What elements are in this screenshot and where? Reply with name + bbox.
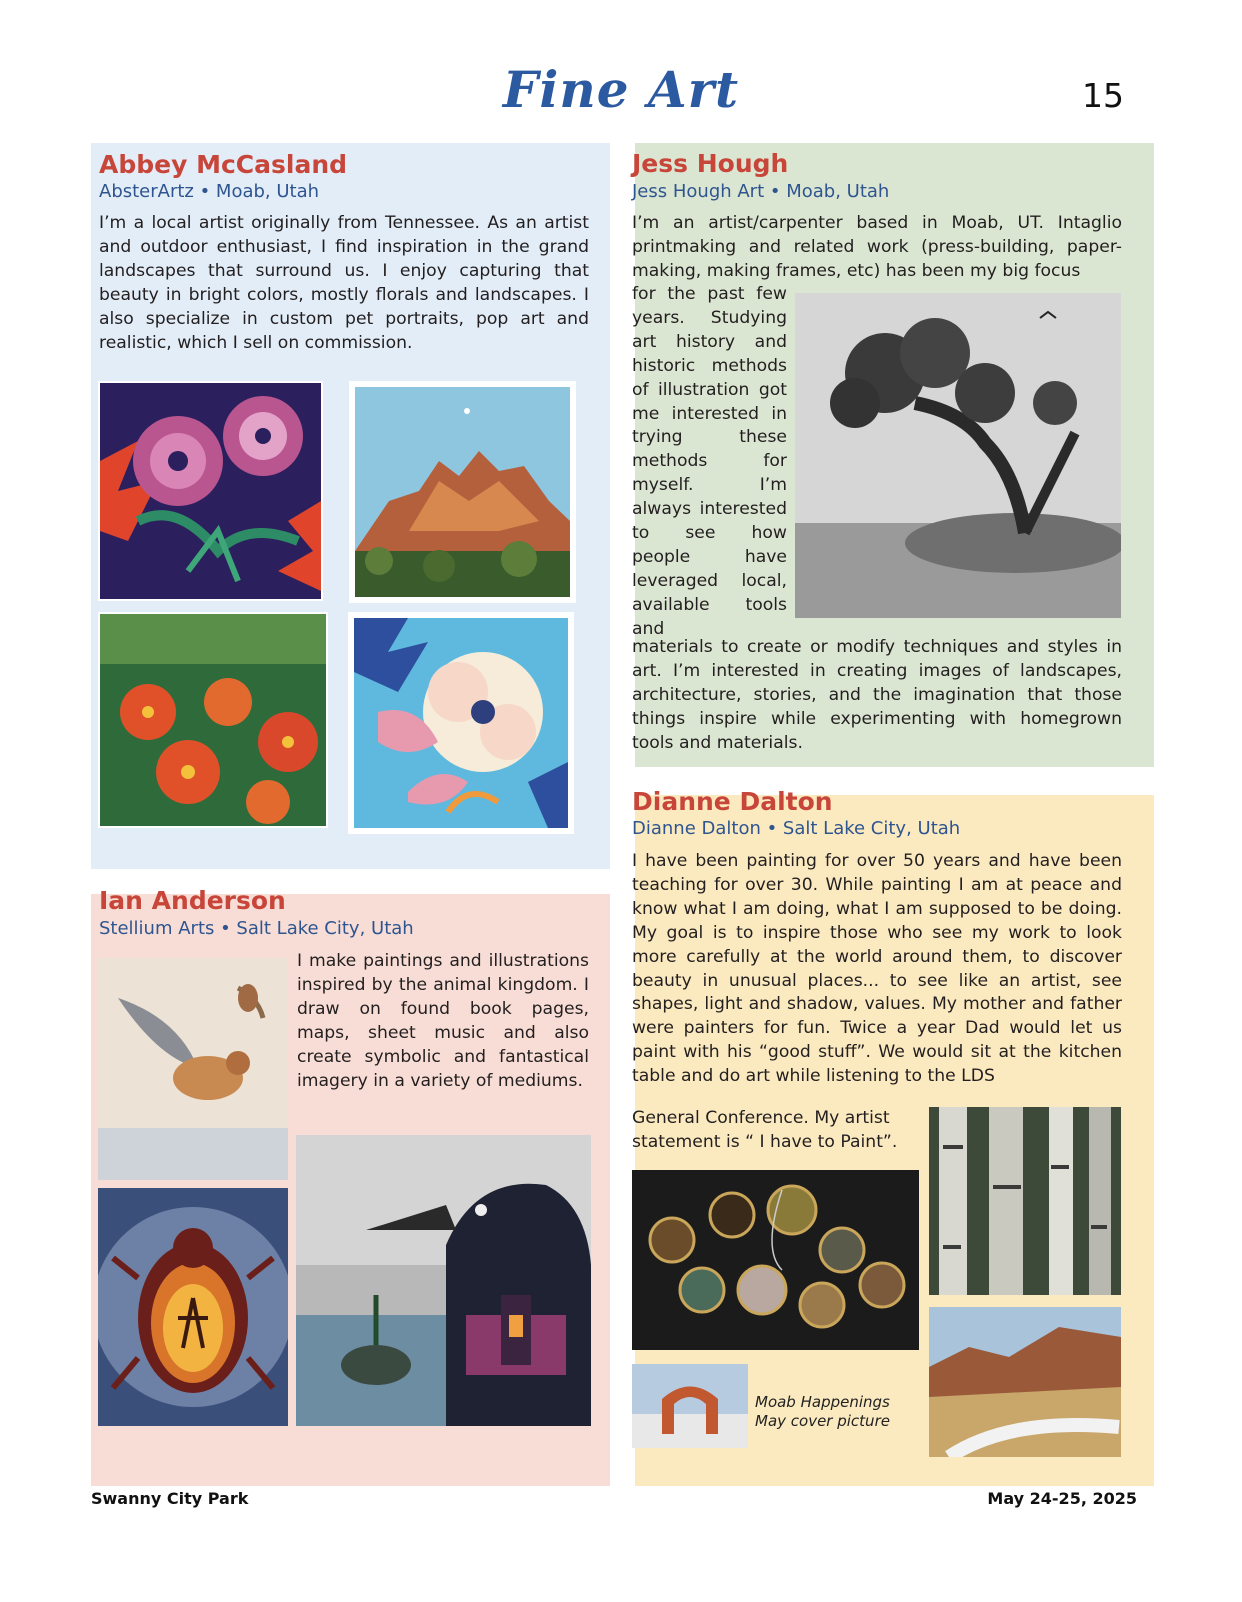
artist-subtitle: AbsterArtz • Moab, Utah	[99, 181, 320, 202]
beetle-painting-icon	[98, 1188, 288, 1426]
artist-bio-continued: materials to create or modify techniques and styles in art. I’m interested in creating images of landscapes, architecture, stories, and the imagination that those things inspire while experimenting with homegrown tools and materials.	[632, 637, 1122, 753]
artist-name: Dianne Dalton	[632, 787, 833, 816]
tree-etching-icon	[795, 293, 1121, 618]
footer-date: May 24-25, 2025	[987, 1489, 1137, 1508]
artist-subtitle: Jess Hough Art • Moab, Utah	[632, 181, 890, 202]
flower-painting-icon	[98, 381, 323, 601]
artist-bio-side: General Conference. My artist statement is “ I have to Paint”.	[632, 1108, 898, 1152]
pendants-photo-icon	[632, 1170, 919, 1350]
footer-location: Swanny City Park	[91, 1489, 249, 1508]
caption-line2: May cover picture	[755, 1412, 890, 1430]
mountain-painting-icon	[349, 381, 576, 603]
raven-painting-icon	[296, 1135, 591, 1426]
caption-line1: Moab Happenings	[755, 1393, 890, 1411]
artist-subtitle: Stellium Arts • Salt Lake City, Utah	[99, 918, 414, 939]
arch-painting-icon	[632, 1364, 748, 1448]
canyon-painting-icon	[929, 1307, 1121, 1457]
artist-name: Abbey McCasland	[99, 150, 348, 179]
aspen-painting-icon	[929, 1107, 1121, 1295]
artist-bio: I’m a local artist originally from Tennessee. As an artist and outdoor enthusiast, I find inspiration in the grand landscapes that surround us. I enjoy capturing that beauty in bright colors, mostly florals and landscapes. I also specialize in custom pet portraits, pop art and realistic, which I sell on commission.	[99, 213, 589, 353]
artist-subtitle: Dianne Dalton • Salt Lake City, Utah	[632, 818, 961, 839]
artist-name: Ian Anderson	[99, 886, 286, 915]
kestrel-painting-icon	[98, 958, 288, 1180]
artist-bio: I’m an artist/carpenter based in Moab, UT. Intaglio printmaking and related work (press-building, paper-making, making frames, etc) has been my big focus	[632, 213, 1122, 281]
artist-bio-side: for the past few years. Studying art history and historic methods of illustration got me interested in trying these methods for myself. I’m always interested to see how people have leveraged local, available tools and	[632, 284, 787, 639]
blossom-painting-icon	[348, 612, 574, 834]
artist-bio: I have been painting for over 50 years and have been teaching for over 30. While painting I am at peace and know what I am doing, what I am supposed to be doing. My goal is to inspire those who see my work to look more carefully at the world around them, to discover beauty in unusual places... to see like an artist, see shapes, light and shadow, values. My mother and father were painters for fun. Twice a year Dad would let us paint with his “good stuff”. We would sit at the kitchen table and do art while listening to the LDS	[632, 851, 1122, 1087]
artist-name: Jess Hough	[632, 149, 789, 178]
poppy-field-painting-icon	[98, 612, 328, 828]
page-title: Fine Art	[502, 60, 740, 119]
artist-bio: I make paintings and illustrations inspired by the animal kingdom. I draw on found book pages, maps, sheet music and also create symbolic and fantastical imagery in a variety of mediums.	[297, 951, 589, 1091]
page-number: 15	[1082, 76, 1124, 115]
